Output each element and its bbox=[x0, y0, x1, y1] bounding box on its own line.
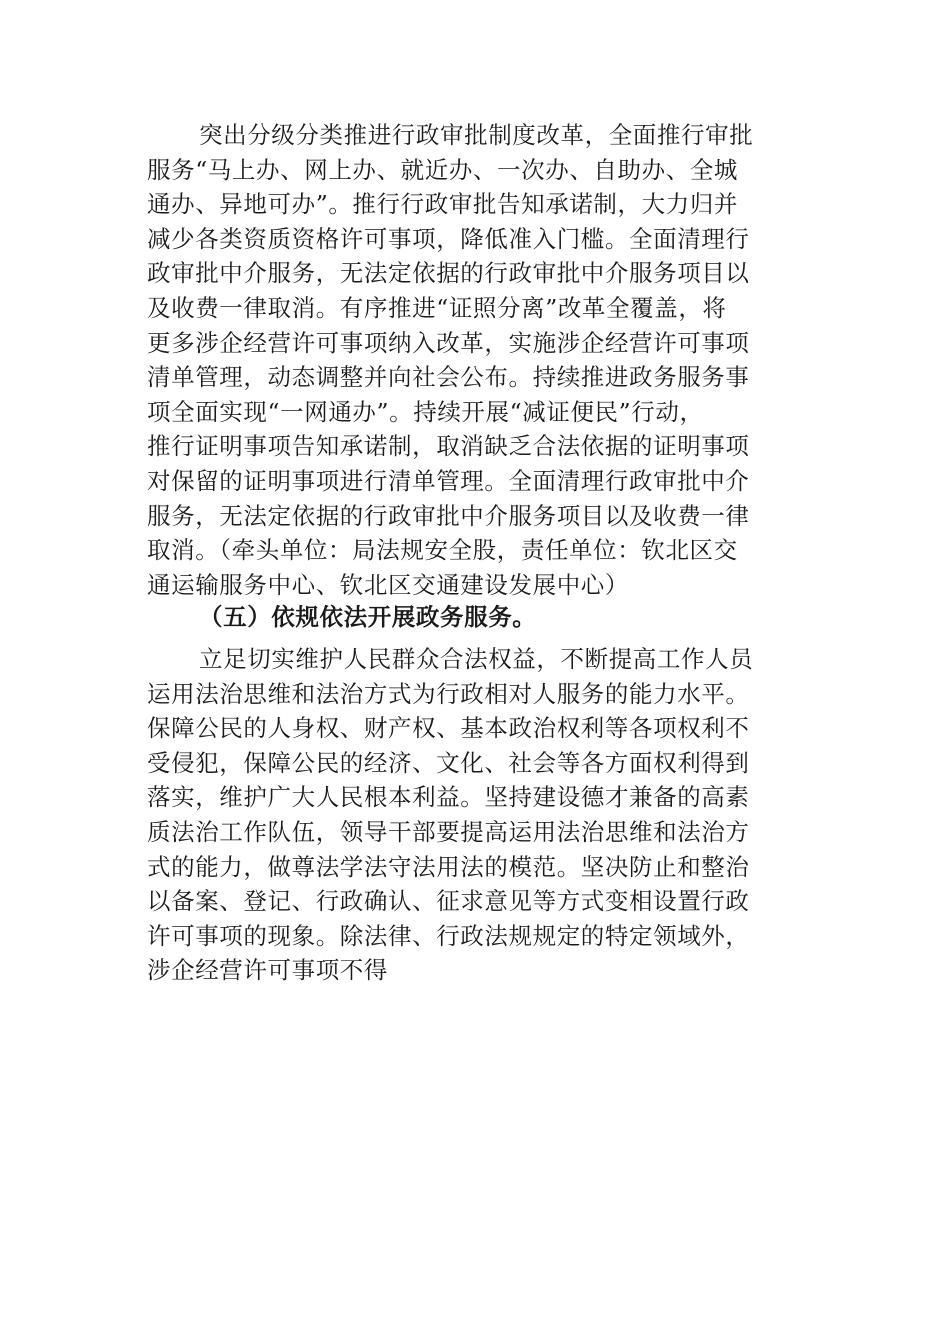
paragraph-line: 服务，无法定依据的行政审批中介服务项目以及收费一律 bbox=[147, 501, 750, 530]
paragraph-line: 推行证明事项告知承诺制，取消缺乏合法依据的证明事项 bbox=[147, 432, 750, 461]
section-heading bbox=[147, 600, 807, 635]
paragraph-line: 减少各类资质资格许可事项，降低准入门槛。全面清理行 bbox=[147, 224, 750, 253]
paragraph-line: 立足切实维护人民群众合法权益，不断提高工作人员 bbox=[199, 645, 754, 673]
paragraph-line: 通办、异地可办”。推行行政审批告知承诺制，大力归并 bbox=[147, 190, 739, 219]
paragraph-legal-services bbox=[147, 642, 807, 988]
paragraph-approval-reform bbox=[147, 118, 807, 602]
paragraph-line: 落实，维护广大人民根本利益。坚持建设德才兼备的高素 bbox=[147, 783, 750, 812]
paragraph-line: 受侵犯，保障公民的经济、文化、社会等各方面权利得到 bbox=[147, 748, 750, 777]
paragraph-line: 涉企经营许可事项不得 bbox=[147, 956, 388, 985]
paragraph-line: 对保留的证明事项进行清单管理。全面清理行政审批中介 bbox=[147, 466, 750, 495]
paragraph-line: 质法治工作队伍，领导干部要提高运用法治思维和法治方 bbox=[147, 817, 750, 846]
paragraph-line: 清单管理，动态调整并向社会公布。持续推进政务服务事 bbox=[147, 363, 750, 392]
paragraph-line: 服务“马上办、网上办、就近办、一次办、自助办、全城 bbox=[147, 155, 739, 184]
paragraph-line: 更多涉企经营许可事项纳入改革，实施涉企经营许可事项 bbox=[147, 328, 750, 357]
paragraph-line: 取消。（牵头单位：局法规安全股，责任单位：钦北区交 bbox=[147, 536, 738, 565]
paragraph-line: 项全面实现“一网通办”。持续开展“减证便民”行动， bbox=[147, 397, 704, 426]
paragraph-line: 式的能力，做尊法学法守法用法的模范。坚决防止和整治 bbox=[147, 852, 750, 881]
paragraph-line: 通运输服务中心、钦北区交通建设发展中心） bbox=[147, 570, 629, 599]
paragraph-line: 政审批中介服务，无法定依据的行政审批中介服务项目以 bbox=[147, 259, 750, 288]
paragraph-line: 突出分级分类推进行政审批制度改革，全面推行审批 bbox=[199, 121, 754, 149]
paragraph-line: 运用法治思维和法治方式为行政相对人服务的能力水平。 bbox=[147, 679, 750, 708]
section-heading-text: （五）依规依法开展政务服务。 bbox=[199, 603, 537, 631]
paragraph-line: 以备案、登记、行政确认、征求意见等方式变相设置行政 bbox=[147, 887, 750, 916]
paragraph-line: 保障公民的人身权、财产权、基本政治权利等各项权利不 bbox=[147, 714, 750, 743]
paragraph-line: 许可事项的现象。除法律、行政法规规定的特定领域外， bbox=[147, 921, 750, 950]
paragraph-line: 及收费一律取消。有序推进“证照分离”改革全覆盖，将 bbox=[147, 293, 727, 322]
